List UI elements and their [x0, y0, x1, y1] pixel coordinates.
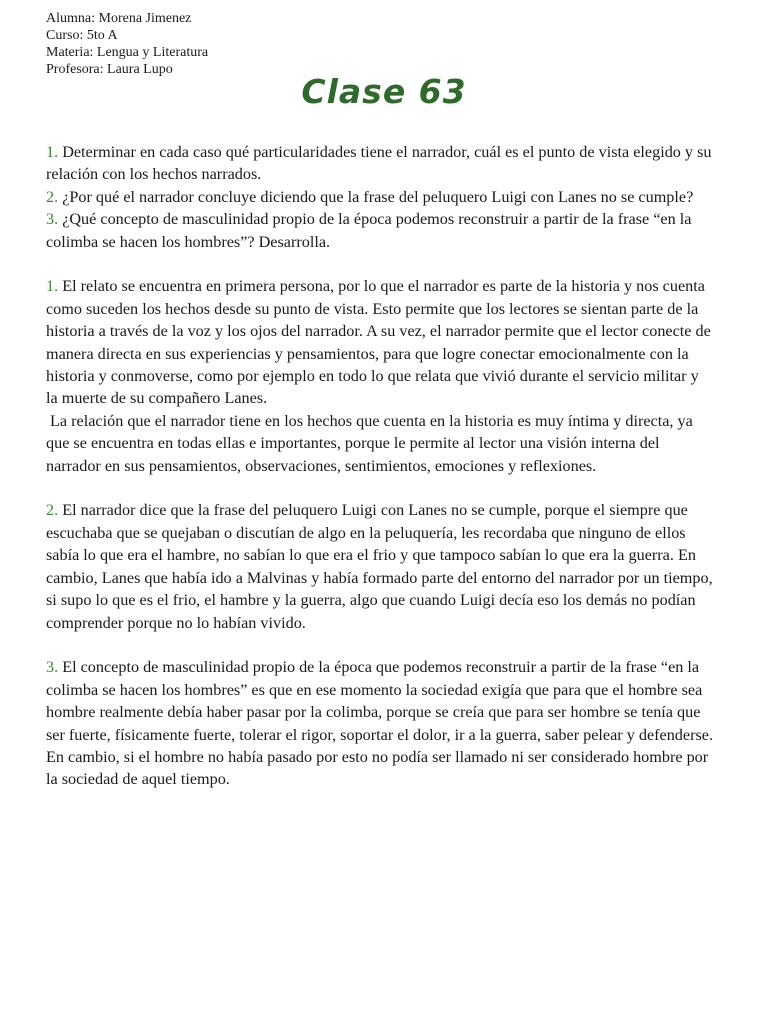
answer-number: 2. — [46, 501, 59, 520]
course: Curso: 5to A — [46, 28, 118, 43]
question-number: 1. — [46, 143, 59, 161]
document-body — [46, 141, 714, 791]
student-header — [46, 10, 208, 78]
subject: Materia: Lengua y Literatura — [46, 45, 209, 60]
question-text: ¿Por qué el narrador concluye diciendo que la frase del peluquero Luigi con Lanes no se cumple? — [58, 187, 694, 206]
answer-text: El narrador dice que la frase del peluquero Luigi con Lanes no se cumple, porque el siempre que escuchaba que se quejaban o discutían de algo en la peluquería, les recordaba que ninguno de ellos sabía lo que era el hambre, no sabían lo que era el frio y que tampoco sabían lo que era la guerra. En cambio, Lanes que había ido a Malvinas y había formado parte del entorno del narrador por un tiempo, si supo lo que es el frio, el hambre y la guerra, algo que cuando Luigi decía eso los demás no podían comprender porque no lo habían vivido. — [46, 501, 713, 632]
answer-2 — [46, 499, 714, 633]
answer-text: El relato se encuentra en primera persona, por lo que el narrador es parte de la historia y nos cuenta como suceden los hechos desde su punto de vista. Esto permite que los lectores se sientan parte de la historia a través de la voz y los ojos del narrador. A su vez, el narrador permite que el lector conecte de manera directa en sus experiencias y pensamientos, para que logre conectar emocionalmente con la historia y conmoverse, como por ejemplo en todo lo que relata que vivió durante el servicio militar y la muerte de su compañero Lanes. — [46, 277, 711, 408]
answer-number: 3. — [46, 658, 59, 677]
answer-1 — [46, 275, 714, 409]
question-text: Determinar en cada caso qué particularidades tiene el narrador, cuál es el punto de vista elegido y su relación con los hechos narrados. — [46, 143, 712, 184]
answer-text: El concepto de masculinidad propio de la época que podemos reconstruir a partir de la frase “en la colimba se hacen los hombres” es que en ese momento la sociedad exigía que para que el hombre sea hombre realmente debía haber pasar por la colimba, porque se creía que para ser hombre se tenía que ser fuerte, físicamente fuerte, tolerar el rigor, soportar el dolor, ir a la guerra, saber pelear y defenderse. En cambio, si el hombre no había pasado por esto no podía ser llamado ni ser considerado hombre por la sociedad de aquel tiempo. — [46, 658, 714, 789]
answer-3 — [46, 656, 714, 790]
answer-text: La relación que el narrador tiene en los hechos que cuenta en la historia es muy íntima y directa, ya que se encuentra en todas ellas e importantes, porque le permite al lector una visión interna del narrador en sus pensamientos, observaciones, sentimientos, emociones y reflexiones. — [46, 411, 697, 475]
question-text: ¿Qué concepto de masculinidad propio de la época podemos reconstruir a partir de la frase “en la colimba se hacen los hombres”? Desarrolla. — [46, 210, 692, 251]
question-1 — [46, 141, 714, 186]
question-number: 2. — [46, 187, 59, 206]
answer-1-continuation — [46, 410, 714, 477]
question-3 — [46, 208, 714, 253]
answer-number: 1. — [46, 277, 59, 296]
question-number: 3. — [46, 210, 59, 229]
question-2 — [46, 186, 714, 208]
teacher: Profesora: Laura Lupo — [46, 62, 173, 77]
page-title: Clase 63 — [301, 72, 467, 111]
student-name: Alumna: Morena Jimenez — [46, 11, 192, 26]
